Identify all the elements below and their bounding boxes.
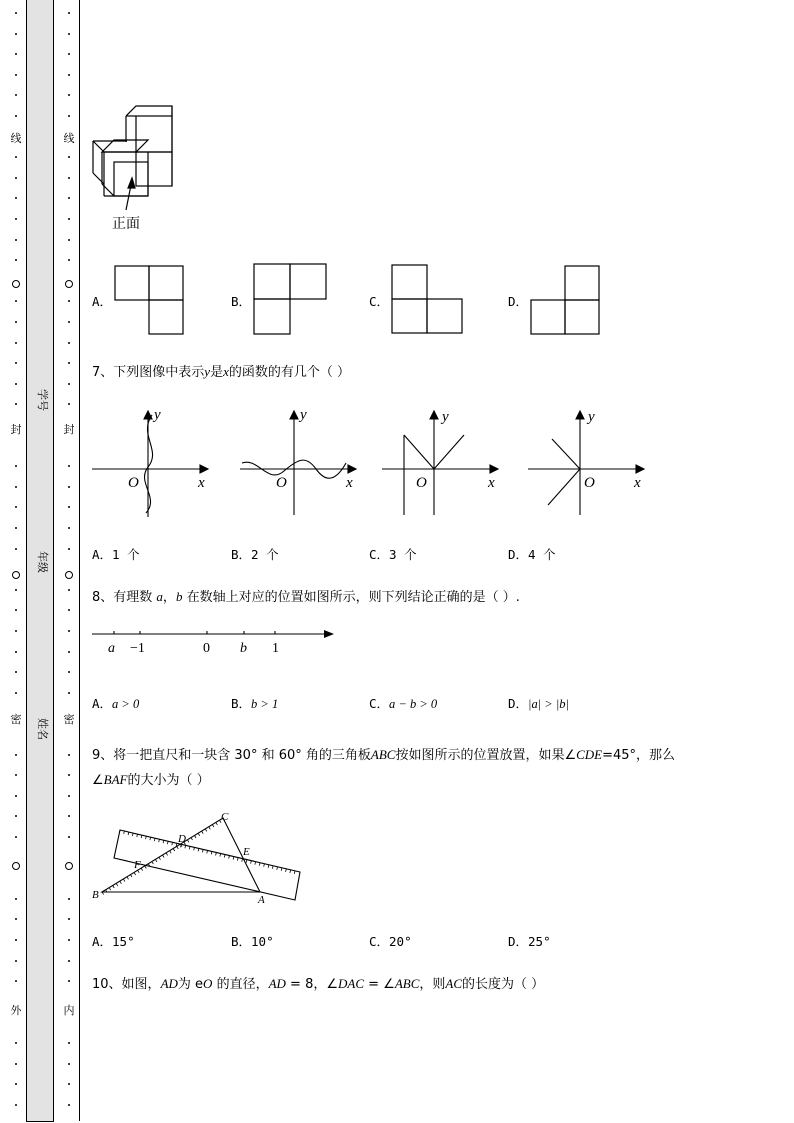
binding-circle xyxy=(65,571,73,579)
option-letter: B． xyxy=(231,696,252,711)
q6-front-label: 正面 xyxy=(112,216,140,232)
binding-dot xyxy=(68,486,70,488)
binding-dot xyxy=(68,1104,70,1106)
binding-dot xyxy=(68,115,70,117)
binding-dot xyxy=(15,12,17,14)
binding-dot xyxy=(15,754,17,756)
graph3-origin-label: O xyxy=(416,475,427,491)
binding-dot xyxy=(68,918,70,920)
q6-option-c[interactable] xyxy=(369,292,389,310)
field-grade: 年级 xyxy=(36,551,49,573)
binding-dot xyxy=(15,300,17,302)
binding-dot xyxy=(15,53,17,55)
binding-dot xyxy=(15,403,17,405)
binding-circle xyxy=(12,571,20,579)
question-text: ，则 xyxy=(419,977,446,992)
question-text: 按如图所示的位置放置，如果∠ xyxy=(395,748,577,763)
binding-dot xyxy=(15,960,17,962)
question-text: 下列图像中表示 xyxy=(113,365,205,380)
outer-mark-feng: 封 xyxy=(10,423,22,436)
q9-option-d[interactable]: D．25° xyxy=(508,934,551,949)
var-b: b xyxy=(175,589,183,604)
binding-dot xyxy=(68,609,70,611)
binding-dot xyxy=(15,1083,17,1085)
binding-dot xyxy=(15,486,17,488)
binding-dot xyxy=(15,1104,17,1106)
binding-dot xyxy=(15,94,17,96)
binding-dot xyxy=(68,815,70,817)
option-letter: B． xyxy=(231,294,252,309)
binding-dot xyxy=(68,197,70,199)
point-label-e: E xyxy=(243,846,250,858)
var-cde: CDE xyxy=(576,747,603,762)
option-expr: b > 1 xyxy=(251,697,279,711)
binding-dot xyxy=(15,527,17,529)
q7-option-d[interactable]: D．4 个 xyxy=(508,547,556,562)
q8-option-a[interactable] xyxy=(92,694,139,712)
binding-circle xyxy=(65,280,73,288)
binding-dot xyxy=(15,465,17,467)
binding-dot xyxy=(15,74,17,76)
binding-dot xyxy=(15,506,17,508)
binding-dot xyxy=(68,1042,70,1044)
option-expr: a > 0 xyxy=(112,697,140,711)
binding-dot xyxy=(15,548,17,550)
graph2-y-label: y xyxy=(300,407,307,423)
q6-option-d-figure xyxy=(529,264,601,336)
var-abc: ABC xyxy=(370,747,396,762)
question-text: 为 e xyxy=(177,977,204,992)
q7-option-b[interactable]: B．2 个 xyxy=(231,547,279,562)
binding-dot xyxy=(68,898,70,900)
binding-dot xyxy=(68,321,70,323)
field-student-number: 学号 xyxy=(36,389,49,411)
binding-dot xyxy=(68,692,70,694)
binding-dot xyxy=(68,12,70,14)
point-label-b: B xyxy=(92,889,99,901)
binding-dot xyxy=(68,239,70,241)
var-ad: AD xyxy=(268,976,286,991)
var-o: O xyxy=(203,976,213,991)
binding-dot xyxy=(68,300,70,302)
binding-dot xyxy=(68,33,70,35)
binding-dot xyxy=(68,939,70,941)
graph4-x-label: x xyxy=(634,475,641,491)
var-x: x xyxy=(223,364,229,379)
binding-dot xyxy=(68,548,70,550)
option-letter: C． xyxy=(369,696,390,711)
outer-mark-mi: 密 xyxy=(10,713,22,726)
q9-question-line2 xyxy=(92,769,210,788)
binding-dot xyxy=(15,692,17,694)
option-expr: a − b > 0 xyxy=(389,697,438,711)
binding-dot xyxy=(15,1042,17,1044)
binding-dot xyxy=(15,239,17,241)
binding-dot xyxy=(68,754,70,756)
graph4-y-label: y xyxy=(588,409,595,425)
binding-dot xyxy=(15,671,17,673)
question-text: = 8，∠ xyxy=(285,977,339,992)
binding-dot xyxy=(68,465,70,467)
inner-mark-mi: 密 xyxy=(63,713,75,726)
binding-dot xyxy=(68,259,70,261)
binding-dot xyxy=(68,362,70,364)
binding-dot xyxy=(15,218,17,220)
binding-dot xyxy=(68,589,70,591)
binding-dot xyxy=(15,939,17,941)
binding-dot xyxy=(15,177,17,179)
binding-dot xyxy=(15,197,17,199)
q7-graphs xyxy=(90,405,650,520)
inner-mark-xian: 线 xyxy=(63,132,75,145)
q7-question xyxy=(92,361,350,380)
q8-question xyxy=(92,586,520,605)
axis-label-0: 0 xyxy=(203,641,210,656)
binding-dot xyxy=(15,651,17,653)
binding-dot xyxy=(68,94,70,96)
binding-dot xyxy=(68,651,70,653)
binding-dot xyxy=(15,259,17,261)
binding-dot xyxy=(68,1063,70,1065)
q9-option-b[interactable]: B．10° xyxy=(231,934,274,949)
option-letter: D． xyxy=(508,696,529,711)
q8-option-c[interactable] xyxy=(369,694,437,712)
binding-dot xyxy=(68,506,70,508)
q6-option-c-figure xyxy=(390,263,464,336)
question-text: 将一把直尺和一块含 30° 和 60° 角的三角板 xyxy=(113,748,371,763)
binding-dot xyxy=(15,980,17,982)
axis-label-neg1: −1 xyxy=(130,641,145,656)
binding-dot xyxy=(68,630,70,632)
inner-mark-nei: 内 xyxy=(63,1004,75,1017)
inner-mark-feng: 封 xyxy=(63,423,75,436)
var-a: a xyxy=(156,589,163,604)
q6-option-a-figure xyxy=(113,264,185,336)
binding-dot xyxy=(15,156,17,158)
question-text: ∠ xyxy=(92,773,104,788)
binding-dot xyxy=(68,383,70,385)
binding-dot xyxy=(15,630,17,632)
binding-dot xyxy=(68,342,70,344)
binding-dot xyxy=(68,836,70,838)
binding-circle xyxy=(12,280,20,288)
question-text: ， xyxy=(162,590,176,605)
graph1-x-label: x xyxy=(198,475,205,491)
q9-option-a[interactable]: A．15° xyxy=(92,934,135,949)
binding-dot xyxy=(68,177,70,179)
binding-circle xyxy=(12,862,20,870)
question-text: 的直径， xyxy=(212,977,269,992)
var-ac: AC xyxy=(445,976,463,991)
q8-number-line xyxy=(90,622,340,658)
option-letter: A． xyxy=(92,294,113,309)
q9-ruler-triangle-figure xyxy=(90,810,305,905)
graph1-y-label: y xyxy=(154,407,161,423)
q8-option-d[interactable] xyxy=(508,694,569,712)
var-baf: BAF xyxy=(103,772,128,787)
question-text: = ∠ xyxy=(364,977,395,992)
binding-dot xyxy=(15,609,17,611)
graph3-y-label: y xyxy=(442,409,449,425)
binding-dot xyxy=(68,53,70,55)
question-text: 的大小为（ ） xyxy=(127,773,210,788)
binding-dot xyxy=(15,774,17,776)
q6-option-d[interactable] xyxy=(508,292,528,310)
graph2-x-label: x xyxy=(346,475,353,491)
graph2-origin-label: O xyxy=(276,475,287,491)
var-abc: ABC xyxy=(394,976,420,991)
binding-dot xyxy=(15,383,17,385)
axis-label-1: 1 xyxy=(272,641,279,656)
q9-option-c[interactable]: C．20° xyxy=(369,934,412,949)
question-number: 10、 xyxy=(92,977,122,992)
outer-mark-wai: 外 xyxy=(10,1004,22,1017)
option-letter: C． xyxy=(369,294,390,309)
binding-dot xyxy=(68,980,70,982)
binding-dot xyxy=(68,218,70,220)
outer-mark-xian: 线 xyxy=(10,132,22,145)
binding-dot xyxy=(15,342,17,344)
question-text: 是 xyxy=(210,365,224,380)
binding-dot xyxy=(15,836,17,838)
binding-dot xyxy=(15,33,17,35)
binding-dot xyxy=(68,795,70,797)
binding-dot xyxy=(15,795,17,797)
binding-circle xyxy=(65,862,73,870)
q7-option-c[interactable]: C．3 个 xyxy=(369,547,417,562)
question-text: 在数轴上对应的位置如图所示，则下列结论正确的是（ ）. xyxy=(182,590,520,605)
point-label-f: F xyxy=(134,859,141,871)
graph4-origin-label: O xyxy=(584,475,595,491)
var-dac: DAC xyxy=(338,976,365,991)
binding-inner-line xyxy=(79,0,80,1121)
point-label-d: D xyxy=(178,833,186,845)
question-text: 的长度为（ ） xyxy=(462,977,545,992)
option-expr: |a| > |b| xyxy=(528,697,569,711)
binding-dot xyxy=(68,671,70,673)
q10-question xyxy=(92,973,544,992)
binding-dot xyxy=(15,321,17,323)
binding-dot xyxy=(15,918,17,920)
q8-option-b[interactable] xyxy=(231,694,278,712)
binding-dot xyxy=(68,403,70,405)
binding-dot xyxy=(68,74,70,76)
binding-dot xyxy=(15,1063,17,1065)
question-number: 8、 xyxy=(92,590,114,605)
q6-option-b-figure xyxy=(252,262,328,336)
question-text: =45°，那么 xyxy=(602,748,676,763)
binding-dot xyxy=(15,815,17,817)
var-ad: AD xyxy=(160,976,178,991)
q6-option-a[interactable] xyxy=(92,292,112,310)
option-letter: A． xyxy=(92,696,113,711)
binding-dot xyxy=(68,774,70,776)
binding-dot xyxy=(15,362,17,364)
binding-dot xyxy=(68,1083,70,1085)
question-text: 有理数 xyxy=(113,590,157,605)
point-label-c: C xyxy=(221,811,229,823)
field-name: 姓名 xyxy=(36,718,49,740)
graph1-origin-label: O xyxy=(128,475,139,491)
q9-question-line1 xyxy=(92,744,675,763)
q7-option-a[interactable]: A．1 个 xyxy=(92,547,140,562)
question-text: 如图， xyxy=(121,977,161,992)
binding-dot xyxy=(15,589,17,591)
question-number: 9、 xyxy=(92,748,114,763)
question-number: 7、 xyxy=(92,365,114,380)
graph3-x-label: x xyxy=(488,475,495,491)
option-letter: D． xyxy=(508,294,529,309)
binding-dot xyxy=(68,960,70,962)
point-label-a: A xyxy=(258,894,265,905)
q6-option-b[interactable] xyxy=(231,292,251,310)
binding-dot xyxy=(15,898,17,900)
axis-label-b: b xyxy=(240,641,247,656)
question-text: 的函数的有几个（ ） xyxy=(228,365,351,380)
axis-label-a: a xyxy=(108,641,115,656)
binding-dot xyxy=(68,156,70,158)
binding-dot xyxy=(15,115,17,117)
binding-dot xyxy=(68,527,70,529)
var-y: y xyxy=(204,364,211,379)
